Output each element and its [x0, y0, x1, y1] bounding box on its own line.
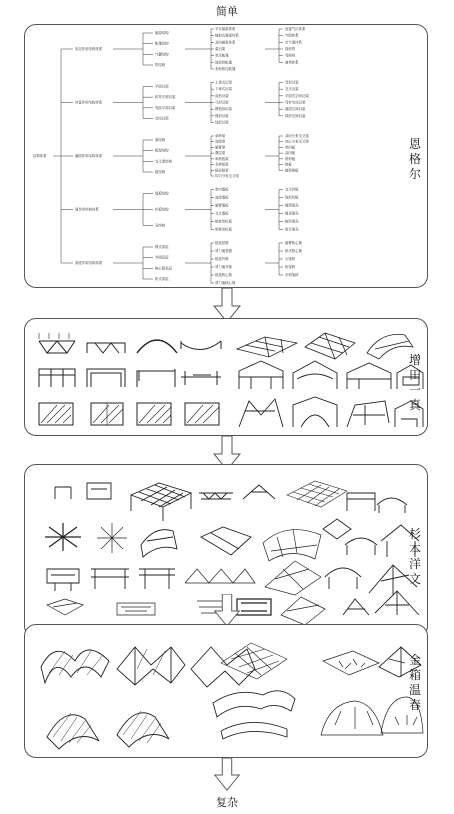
panel-label-engel: 恩格尔: [408, 137, 421, 181]
tree-leaf: 多跨框架: [215, 162, 229, 167]
tree-leaf: 圆弧形衍架: [215, 107, 232, 112]
tree-subgroup: 折板结构: [155, 207, 169, 212]
tree-leaf: 线形空间衍架: [285, 113, 306, 118]
tree-leaf: 交叉衍架: [285, 87, 299, 92]
tree-leaf: 大梁桥: [285, 257, 296, 261]
tree-subgroup: 桁式高层: [155, 277, 169, 281]
tree-subgroup: 悬索结构: [155, 31, 169, 35]
structural-sketches-kanebako: [25, 625, 427, 757]
tree-subgroup: 外围高层: [155, 255, 169, 260]
tree-subgroup: 梁结构: [155, 138, 166, 142]
tree-leaf: 索衍架: [215, 47, 226, 51]
bottom-label-complex: 复杂: [216, 796, 238, 809]
tree-leaf: 剪力墙核心筒: [215, 281, 236, 285]
tree-leaf: 均匀分布交叉梁: [215, 174, 239, 178]
tree-leaf: 角锥形折板: [215, 227, 232, 232]
tree-leaf: 鞍形薄壳: [285, 219, 299, 224]
tree-leaf: 向心分布交叉梁: [285, 139, 309, 144]
tree-leaf: 空气薄体系: [285, 40, 302, 45]
tree-leaf: 线形拱: [285, 47, 296, 51]
tree-leaf: 弯形衍架: [285, 80, 299, 85]
tree-leaf: 交叉墙板: [215, 211, 229, 216]
tree-group: 面作用结构体系: [75, 207, 99, 212]
tree-root: 结构体系: [33, 154, 47, 158]
tree-leaf: 平面式空间衍架: [285, 93, 309, 98]
down-arrow-icon: [213, 758, 241, 792]
tree-leaf: 伞形张拉帐篷: [215, 67, 236, 71]
tree-leaf: 上承式衍架: [215, 80, 232, 85]
panel-label-sugimoto: 杉本洋文: [408, 527, 421, 586]
tree-leaf: 单向板: [285, 145, 296, 150]
tree-leaf: 悬臂核心筒: [285, 241, 302, 245]
tree-leaf: 气肋体系: [285, 33, 299, 38]
tree-leaf: 双向悬索体系: [215, 40, 236, 45]
tree-leaf: 悬臂梁: [215, 145, 226, 150]
tree-group: 向量作用结构体系: [75, 100, 103, 105]
tree-leaf: 弯曲拱: [285, 53, 296, 58]
tree-subgroup: 拱结构: [155, 63, 166, 67]
tree-leaf: 弯折空间衍架: [285, 100, 306, 105]
tree-leaf: 波浪形帐篷: [215, 60, 232, 65]
tree-leaf: 下承式衍架: [215, 87, 232, 92]
tree-leaf: 框架外筒: [215, 257, 229, 261]
tree-subgroup: 传导平面衍架: [155, 95, 176, 100]
tree-leaf: 曲拱体系: [285, 60, 299, 65]
tree-leaf: 多桁架桥: [285, 273, 299, 277]
panel-label-kanebako: 金箱温春: [408, 653, 421, 712]
tree-leaf: 圆筒薄壳: [285, 203, 299, 208]
tree-leaf: 双向分布交叉梁: [285, 134, 309, 138]
tree-leaf: 线形衍架: [215, 120, 229, 125]
tree-leaf: 直形衍架: [215, 93, 229, 98]
tree-leaf: 圆顶薄壳: [285, 211, 299, 216]
tree-leaf: 线形折板: [285, 195, 299, 200]
tree-leaf: 交叉折板: [285, 187, 299, 192]
tree-leaf: 肋形板: [285, 156, 296, 161]
tree-group: 形态作用结构体系: [75, 47, 103, 51]
tree-leaf: 蜂窝格板: [285, 168, 299, 173]
tree-leaf: 单跨梁: [215, 134, 226, 138]
tree-subgroup: 框架结构: [155, 148, 169, 153]
tree-leaf: 桥式核心筒: [285, 249, 302, 253]
panel-label-masuda: 增田一真: [408, 353, 421, 412]
panel-engel: [24, 24, 428, 288]
tree-leaf: 剪力墙外筒: [215, 265, 232, 269]
tree-subgroup: 核心筒高层: [155, 266, 172, 271]
tree-leaf: 弓形衍架: [215, 100, 229, 105]
panel-kanebako: [24, 624, 428, 758]
tree-leaf: 直接气压体系: [285, 27, 306, 31]
tree-leaf: 框层框架: [215, 168, 229, 173]
tree-subgroup: 气囊结构: [155, 52, 169, 57]
tree-group: 高度作用结构体系: [75, 261, 103, 265]
tree-subgroup: 帐篷结构: [155, 41, 169, 46]
tree-leaf: 单向墙板: [215, 187, 229, 192]
tree-leaf: 双向板: [285, 151, 296, 156]
tree-leaf: 辐射式悬索体系: [215, 33, 239, 38]
structural-sketches-masuda: [25, 319, 427, 435]
tree-leaf: 桁架桥: [285, 265, 296, 269]
tree-leaf: 悬臂墙板: [215, 203, 229, 208]
tree-subgroup: 弯曲平面衍架: [155, 105, 176, 110]
tree-leaf: 组合薄壳: [285, 227, 299, 232]
down-arrow-icon: [213, 594, 241, 628]
tree-leaf: 剪力墙竖筒: [215, 249, 232, 253]
tree-subgroup: 板结构: [155, 170, 166, 174]
tree-subgroup: 筒式高层: [155, 245, 169, 249]
tree-leaf: 单跨框架: [215, 156, 229, 161]
tree-leaf: 连续梁: [215, 139, 226, 144]
tree-leaf: 连续墙板: [215, 195, 229, 200]
tree-leaf: 叠层梁: [215, 151, 226, 156]
tree-leaf: 框架核心筒: [215, 273, 232, 277]
tree-subgroup: 空间衍架: [155, 116, 169, 121]
tree-leaf: 曲面空间衍架: [285, 107, 306, 112]
tree-leaf: 框架竖筒: [215, 241, 229, 245]
tree-leaf: 弧形衍架: [215, 113, 229, 118]
top-label-simple: 简单: [216, 5, 238, 18]
tree-leaf: 棱柱形折板: [215, 219, 232, 224]
tree-subgroup: 墙板结构: [155, 191, 169, 196]
tree-leaf: 格板: [285, 162, 292, 167]
classification-tree: [25, 25, 427, 287]
tree-subgroup: 交叉梁结构: [155, 159, 172, 164]
panel-masuda: [24, 318, 428, 436]
tree-leaf: 平行悬索体系: [215, 27, 236, 31]
tree-subgroup: 平面衍架: [155, 84, 169, 89]
tree-leaf: 单点帐篷: [215, 53, 229, 58]
tree-group: 截面作用结构体系: [75, 154, 103, 158]
tree-subgroup: 壳结构: [155, 223, 166, 228]
